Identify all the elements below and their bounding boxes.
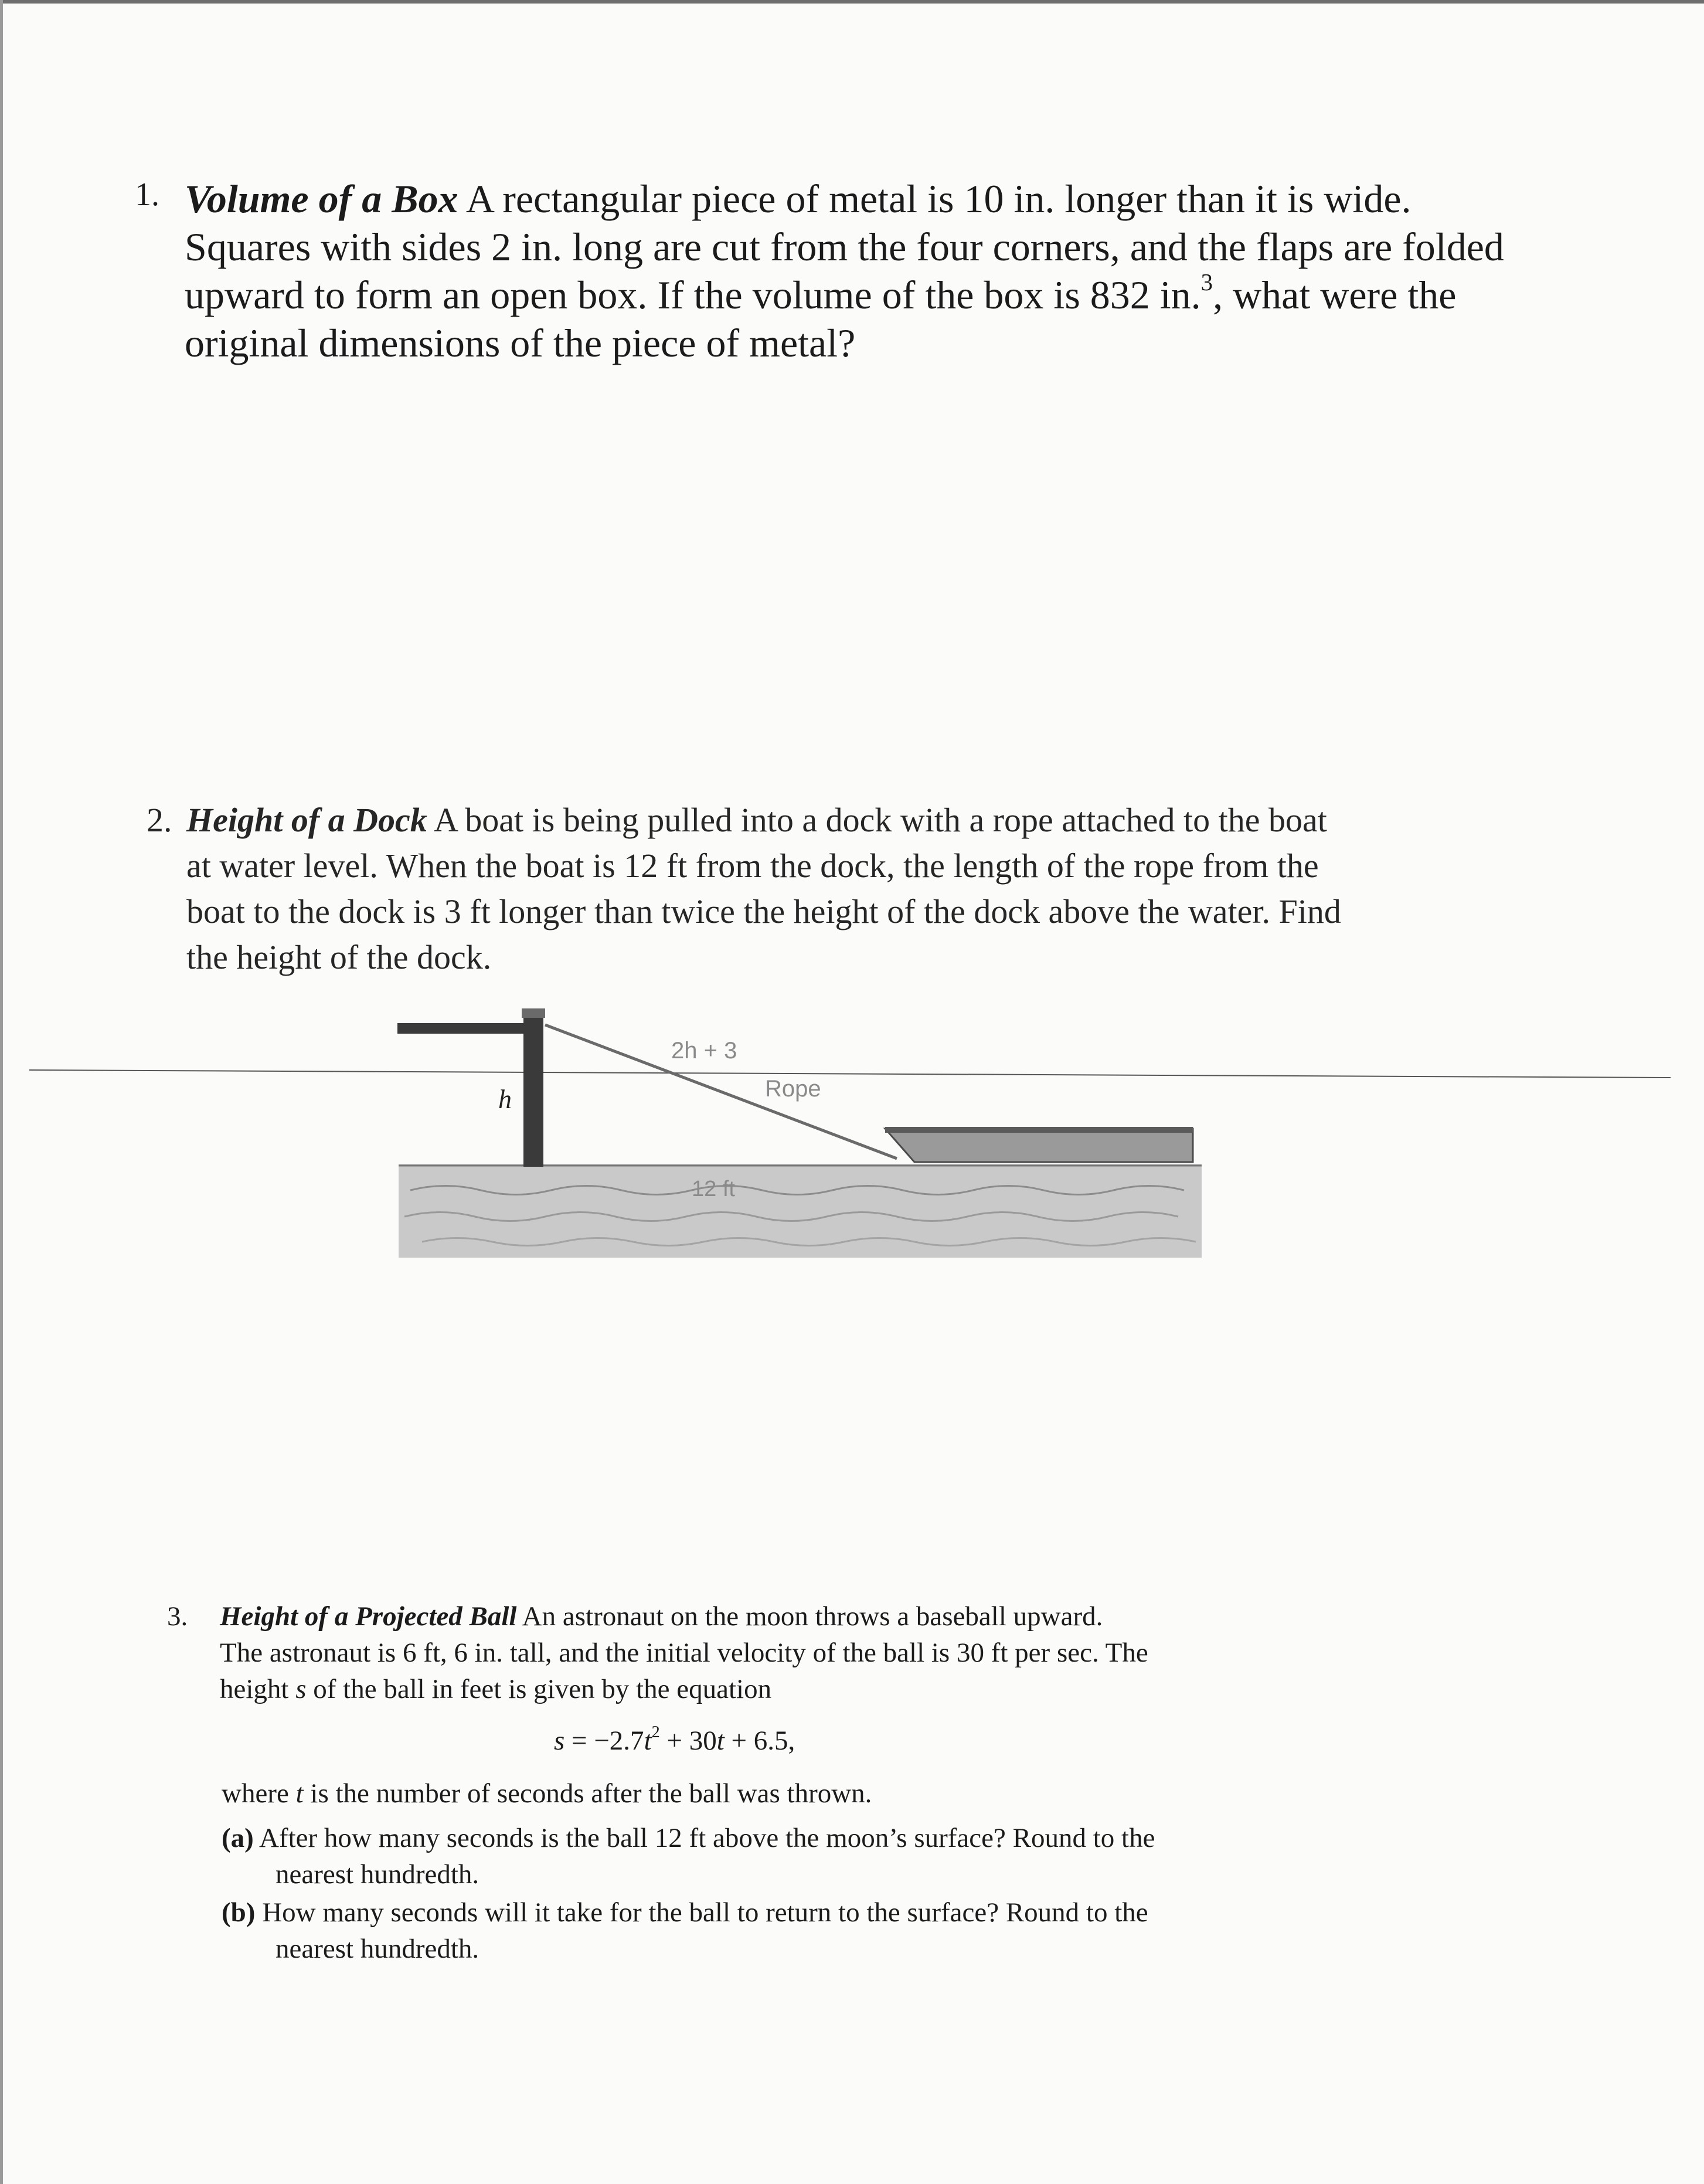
problem-2-line-1-text: A boat is being pulled into a dock with a rope attached to the boat: [434, 801, 1327, 839]
rope-length-label: 2h + 3: [671, 1038, 737, 1064]
problem-3-line-3: [220, 1673, 771, 1705]
problem-1-line-3: [185, 269, 1457, 318]
problem-3-title: Height of a Projected Ball: [220, 1601, 517, 1632]
equation-exponent: 2: [651, 1723, 660, 1741]
problem-2-line-4: the height of the dock.: [186, 938, 492, 976]
water: [399, 1164, 1202, 1258]
variable-s: s: [295, 1674, 307, 1704]
problem-1-cube-exponent: 3: [1200, 269, 1213, 296]
problem-1-line-3-a: upward to form an open box. If the volume of the box is 832 in.: [185, 273, 1201, 317]
problem-2-number: 2.: [147, 801, 172, 839]
page-top-edge: [0, 0, 1704, 4]
boat: [885, 1129, 1193, 1162]
problem-1-line-4: original dimensions of the piece of metal?: [185, 321, 856, 365]
part-a-label: (a): [222, 1823, 254, 1853]
boat-gunwale: [885, 1127, 1193, 1133]
part-a-line-1: [222, 1822, 1155, 1854]
problem-1-title: Volume of a Box: [185, 176, 458, 221]
where-a: where: [222, 1778, 289, 1809]
height-label: h: [498, 1084, 512, 1114]
dock-post: [523, 1013, 543, 1167]
where-b: is the number of seconds after the ball was thrown.: [310, 1778, 872, 1809]
problem-2-line-3: boat to the dock is 3 ft longer than twice the height of the dock above the water. Find: [186, 892, 1341, 930]
variable-t: t: [295, 1778, 304, 1809]
rope-label: Rope: [765, 1076, 821, 1102]
scan-artifact-line: [29, 1070, 1671, 1078]
problem-2-line-1: [186, 800, 1327, 840]
equation-tail: + 6.5,: [724, 1726, 795, 1756]
equation-t-1: t: [644, 1726, 652, 1756]
part-b-text: How many seconds will it take for the ball to return to the surface? Round to the: [262, 1897, 1148, 1928]
part-a-line-2: nearest hundredth.: [276, 1859, 479, 1890]
problem-2-line-2: at water level. When the boat is 12 ft from the dock, the length of the rope from the: [186, 847, 1319, 885]
problem-2: [147, 800, 1436, 988]
problem-1: [135, 176, 1542, 381]
equation-part-2: + 30: [659, 1726, 717, 1756]
problem-3-where-line: [222, 1778, 872, 1809]
problem-2-title: Height of a Dock: [186, 801, 427, 839]
dock-post-cap: [522, 1008, 545, 1018]
problem-3-line-3-b: of the ball in feet is given by the equation: [313, 1674, 772, 1704]
equation-lhs: s: [554, 1726, 565, 1756]
distance-label: 12 ft: [692, 1177, 735, 1201]
part-b-line-1: [222, 1897, 1148, 1928]
part-b-line-2: nearest hundredth.: [276, 1934, 479, 1964]
part-a-text: After how many seconds is the ball 12 ft above the moon’s surface? Round to the: [259, 1823, 1155, 1853]
equation-t-2: t: [716, 1726, 725, 1756]
dock-deck: [397, 1023, 532, 1034]
problem-1-line-2: Squares with sides 2 in. long are cut from the four corners, and the flaps are folded: [185, 225, 1504, 269]
problem-3-line-2: The astronaut is 6 ft, 6 in. tall, and the initial velocity of the ball is 30 ft per sec. The: [220, 1638, 1148, 1668]
problem-1-line-3-b: , what were the: [1213, 273, 1457, 317]
problem-3-line-1: [220, 1601, 1103, 1632]
problem-1-line-1-text: A rectangular piece of metal is 10 in. longer than it is wide.: [465, 176, 1412, 221]
problem-3-line-1-text: An astronaut on the moon throws a baseball upward.: [522, 1601, 1103, 1632]
part-b-label: (b): [222, 1897, 256, 1928]
dock-figure: [0, 997, 1704, 1266]
problem-1-line-1: [185, 176, 1412, 222]
equation-part-1: = −2.7: [564, 1726, 644, 1756]
problem-3: [167, 1601, 1281, 1976]
problem-3-number: 3.: [167, 1601, 188, 1632]
height-equation: [554, 1725, 795, 1757]
problem-3-line-3-a: height: [220, 1674, 289, 1704]
problem-1-number: 1.: [135, 176, 159, 213]
